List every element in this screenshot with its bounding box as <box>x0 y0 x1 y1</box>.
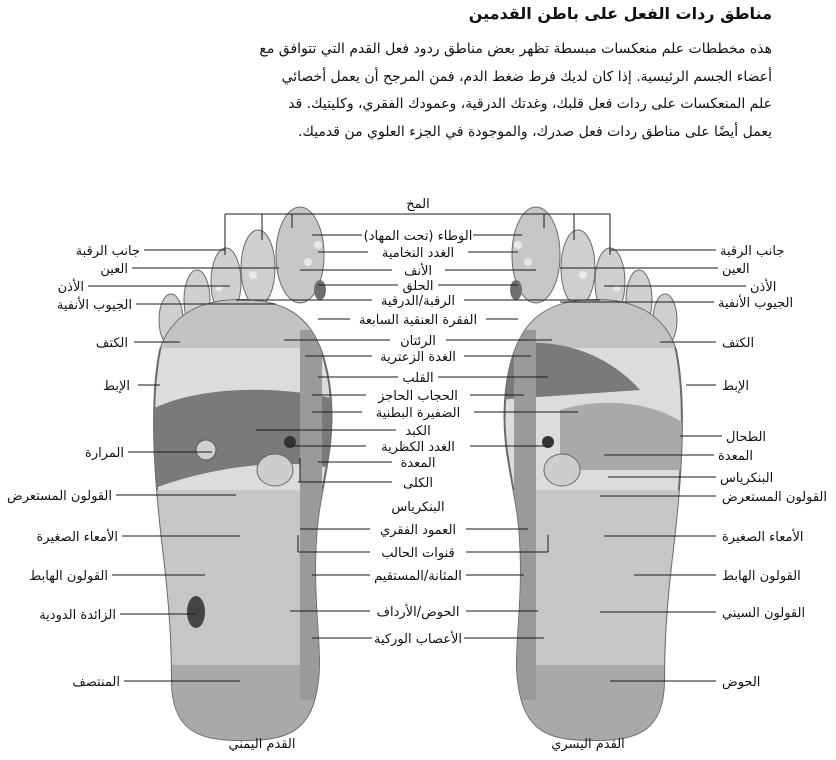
side-label: العين <box>722 262 750 277</box>
side-label: الكتف <box>95 336 128 351</box>
left-foot-caption: القدم اليسري <box>551 737 625 752</box>
center-label: الكلى <box>403 476 433 491</box>
center-label: الحجاب الحاجز <box>378 389 458 404</box>
side-label: الجيوب الأنفية <box>718 296 794 311</box>
center-label: الغدد النخامية <box>381 246 455 261</box>
center-label: الحلق <box>402 279 434 294</box>
side-label: الزائدة الدودية <box>39 608 116 623</box>
center-label: الغدد الكظرية <box>381 440 455 455</box>
side-label: الإبط <box>722 379 749 394</box>
center-label: قنوات الحالب <box>381 546 455 561</box>
center-label: العمود الفقري <box>379 523 457 538</box>
paragraph-line: يعمل أيضًا على مناطق ردات فعل صدرك، والموجودة في الجزء العلوي من قدميك. <box>297 123 772 140</box>
side-label: القولون الهابط <box>722 569 801 584</box>
side-label: الكتف <box>722 336 755 351</box>
left-foot <box>496 207 686 745</box>
kidney-zone-left <box>544 454 580 486</box>
center-label: البنكرياس <box>391 500 445 515</box>
center-label: الكبد <box>405 424 431 439</box>
side-label: القولون السيني <box>722 606 806 621</box>
center-label: الغدة الزعترية <box>380 350 456 365</box>
side-label: الجيوب الأنفية <box>56 298 132 313</box>
side-label: الحوض <box>722 675 761 690</box>
side-label: جانب الرقبة <box>720 244 785 259</box>
side-label: جانب الرقبة <box>75 244 140 259</box>
appendix-zone <box>187 596 205 628</box>
paragraph-line: علم المنعكسات على ردات فعل قلبك، وغدتك الدرقية، وعمودك الفقري، وكليتيك. قد <box>288 96 772 112</box>
center-label: القلب <box>402 371 434 386</box>
right-foot-caption: القدم اليمني <box>228 737 296 752</box>
page-title: مناطق ردات الفعل على باطن القدمين <box>468 4 772 23</box>
paragraph-line: أعضاء الجسم الرئيسية. إذا كان لديك فرط ضغط الدم، فمن المرجح أن يعمل أخصائي <box>281 68 772 85</box>
paragraph-line: هذه مخططات علم منعكسات مبسطة تظهر بعض مناطق ردود فعل القدم التي تتوافق مع <box>259 41 772 57</box>
kidney-zone-right <box>257 454 293 486</box>
center-label: الفقرة العنقية السابعة <box>358 313 478 328</box>
side-label: المعدة <box>718 449 753 464</box>
side-label: الأذن <box>57 280 84 295</box>
center-label: الحوض/الأرداف <box>376 605 460 620</box>
side-label: القولون المستعرض <box>722 490 827 505</box>
center-label: المخ <box>406 197 430 212</box>
center-label: الرئتان <box>400 334 436 349</box>
right-foot <box>150 207 340 745</box>
side-label: البنكرياس <box>720 471 774 486</box>
side-label: العين <box>100 262 128 277</box>
center-label: المعدة <box>400 456 436 471</box>
gallbladder-zone <box>196 440 216 460</box>
side-label: الأمعاء الصغيرة <box>36 530 118 545</box>
center-label: الضفيرة البطنية <box>375 406 461 421</box>
side-label: الأمعاء الصغيرة <box>722 530 804 545</box>
center-label: المثانة/المستقيم <box>374 569 462 584</box>
side-label: الطحال <box>726 430 767 445</box>
side-label: المرارة <box>85 446 124 461</box>
center-label: الوطاء (تحت المهاد) <box>363 229 473 244</box>
side-label: القولون الهابط <box>29 569 108 584</box>
side-label: المنتصف <box>72 675 120 690</box>
side-label: الأذن <box>750 280 777 295</box>
side-label: الإبط <box>103 379 130 394</box>
center-label: الأعصاب الوركية <box>373 632 463 647</box>
center-label: الرقبة/الدرقية <box>380 294 456 309</box>
side-label: القولون المستعرض <box>7 489 112 504</box>
center-label: الأنف <box>403 264 433 279</box>
